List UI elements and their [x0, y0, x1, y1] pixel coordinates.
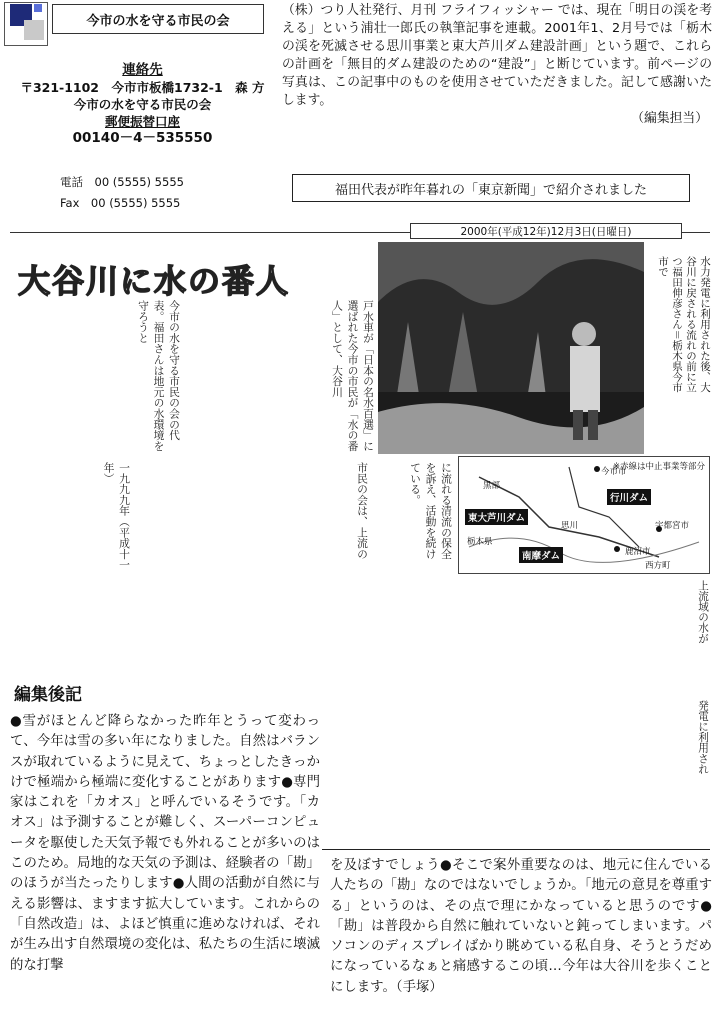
- org-title-box: [52, 4, 264, 34]
- map-label-omoi: 思川: [561, 521, 579, 531]
- map-label-kanuma: 鹿沼市: [625, 547, 651, 557]
- map-label-nishikata: 西方町: [645, 561, 671, 571]
- fax-number: Fax 00 (5555) 5555: [60, 196, 181, 210]
- banner-text: 福田代表が昨年暮れの「東京新聞」で紹介されました: [334, 182, 647, 198]
- map-label-utsunomiya: 宇都宮市: [655, 521, 690, 531]
- article-column-6: 上流域の水が: [697, 580, 709, 644]
- editorial-separator: [322, 849, 710, 850]
- map-label-minami: 南摩ダム: [519, 547, 563, 563]
- editorial-title: 編集後記: [14, 685, 82, 705]
- phone-block: [60, 172, 184, 214]
- postal-account: 00140－4－535550: [72, 130, 213, 146]
- map-label-nameri: 行川ダム: [607, 489, 651, 505]
- org-title: 今市の水を守る市民の会: [86, 13, 230, 29]
- phone-number: 電話 00 (5555) 5555: [60, 175, 184, 189]
- notice-text: （株）つり人社発行、月刊 フライフィッシャー では、現在「明日の渓を考える」という浦壮一郎氏の執筆記事を連載。2001年1、2月号では「栃木の渓を死滅させる思川事業と東大芦川ダム建設計画」という題で、これらの計画を「無目的ダム建設のための“建設”」と断じています。前ページの写真は、この記事中のものを使用させていただきました。記して感謝いたします。: [282, 3, 712, 108]
- contact-title: 連絡先: [122, 62, 163, 78]
- contact-org: 今市の水を守る市民の会: [73, 97, 212, 112]
- banner-box: [292, 174, 690, 202]
- postal-label: 郵便振替口座: [104, 114, 180, 129]
- contact-address: 〒321-1102 今市市板橋1732-1 森 方: [20, 80, 265, 95]
- photo-image: [378, 242, 644, 454]
- editorial-part2: を及ぼすでしょう●そこで案外重要なのは、地元に住んでいる人たちの「勘」なのではないでしょうか。「地元の意見を尊重する」というのは、その点で理にかなっていると思うのです●「勘」は普段から自然に触れていないと鈍ってしまいます。パソコンのディスプレイばかり眺めている私自身、そうとうだめになっているなぁと痛感するこの頃…今年は大谷川を歩くことにします。（手塚）: [330, 858, 712, 995]
- article-column-3: に流れる清流の保全を訴え、活動を続けている。: [409, 462, 453, 560]
- article-column-1: 戸水車が「日本の名水百選」に選ばれた今市の市民が「水の番人」として、大谷川: [331, 300, 375, 452]
- editorial-part1: ●雪がほとんど降らなかった昨年とうって変わって、今年は雪の多い年になりました。自然はバランスが取れているように見えて、ちょっとしたきっかけで極端から極端に変化することがあります●専門家はこれを「カオス」と呼んでいるそうです。「カオス」は予測することが難しく、スーパーコンピュータを駆使した天気予報でも外れることが多いのはこのため。局地的な天気の予測は、経験者の「勘」のほうが当たったりします●人間の活動が自然に与える影響は、ますます拡大しています。これからの「自然改造」は、よほど慎重に進めなければ、それが生み出す自然環境の変化は、私たちの生活に壊滅的な打撃: [10, 714, 320, 973]
- article-column-2: 今市の水を守る市民の会の代表。福田さんは地元の水環境を守ろうと: [137, 300, 181, 452]
- photo-caption: 水力発電に利用された後、大谷川に戻される流れの前に立つ福田伸彦さん＝栃木県今市市で: [657, 256, 711, 393]
- clipping-date-text: 2000年(平成12年)12月3日(日曜日): [460, 225, 632, 238]
- map-label-imaichi: 今市市: [601, 467, 627, 477]
- logo-square-gray: [24, 20, 44, 40]
- clipping-headline: 大谷川に水の番人: [18, 262, 291, 300]
- contact-block: [0, 62, 285, 147]
- clipping-map: [458, 456, 710, 574]
- logo-square-blue: [34, 4, 42, 12]
- notice-credit: （編集担当）: [631, 111, 708, 126]
- article-column-7: 発電に利用され: [697, 700, 709, 775]
- article-column-5: 市民の会は、上流の: [356, 462, 369, 560]
- notice-paragraph: [282, 2, 712, 128]
- clipping-date: [410, 223, 682, 239]
- map-label-tochigi: 栃木県: [467, 537, 493, 547]
- map-label-kurobe: 黒部: [483, 481, 501, 491]
- clipping-photo: [378, 242, 644, 454]
- article-column-4: 一九九九年（平成十一年）: [102, 462, 131, 570]
- map-note: ※赤線は中止事業等部分: [612, 462, 705, 472]
- map-label-higashi: 東大芦川ダム: [465, 509, 528, 525]
